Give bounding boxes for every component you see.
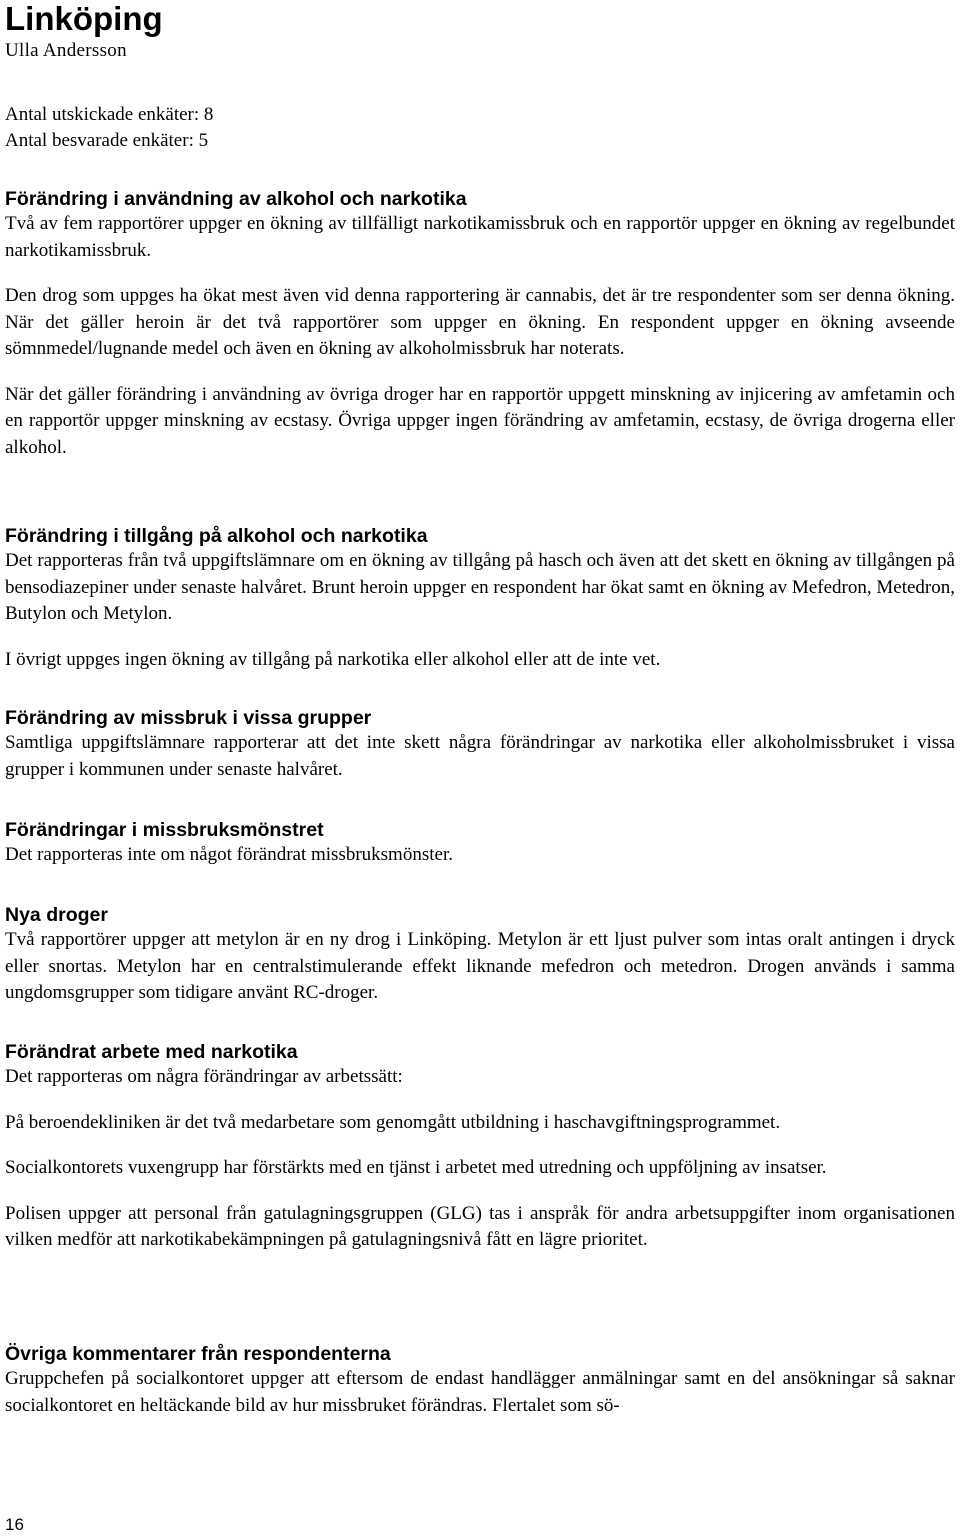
section-other-comments [5, 1342, 955, 1419]
section-heading: Förändrat arbete med narkotika [5, 1041, 298, 1063]
section-abuse-patterns [5, 818, 955, 869]
page-number: 16 [5, 1515, 24, 1534]
paragraph: Gruppchefen på socialkontoret uppger att eftersom de endast handlägger anmälningar samt en del ansökningar så saknar socialkontoret en heltäckande bild av hur missbruket förändras. Flertalet som sö- [5, 1368, 955, 1416]
section-new-drugs [5, 903, 955, 1007]
section-heading: Övriga kommentarer från respondenterna [5, 1343, 391, 1365]
paragraph: Det rapporteras från två uppgiftslämnare om en ökning av tillgång på hasch och även att det skett en ökning av tillgången på bensodiazepiner under senaste halvåret. Brunt heroin uppger en respondent har ökat samt en ökning av Mefedron, Metedron, Butylon och Metylon. [5, 550, 955, 624]
section-usage-change [5, 187, 955, 461]
section-heading: Förändring i användning av alkohol och narkotika [5, 188, 467, 210]
survey-counts [5, 102, 213, 154]
section-heading: Förändring i tillgång på alkohol och narkotika [5, 525, 428, 547]
paragraph: När det gäller förändring i användning av övriga droger har en rapportör uppgett minskning av injicering av amfetamin och en rapportör uppger minskning av ecstasy. Övriga uppger ingen förändring av amfetamin, ecstasy, de övriga drogerna eller alkohol. [5, 383, 955, 458]
section-availability-change [5, 524, 955, 673]
paragraph: Polisen uppger att personal från gatulagningsgruppen (GLG) tas i anspråk för andra arbetsuppgifter inom organisationen vilken medför att narkotikabekämpningen på gatulagningsnivå fått en lägre prioritet. [5, 1202, 955, 1250]
paragraph: Samtliga uppgiftslämnare rapporterar att det inte skett några förändringar av narkotika eller alkoholmissbruket i vissa grupper i kommunen under senaste halvåret. [5, 732, 955, 780]
paragraph: I övrigt uppges ingen ökning av tillgång på narkotika eller alkohol eller att de inte vet. [5, 648, 661, 670]
paragraph: Det rapporteras inte om något förändrat missbruksmönster. [5, 844, 453, 865]
section-group-abuse-change [5, 706, 955, 783]
section-changed-work [5, 1040, 955, 1254]
paragraph: På beroendekliniken är det två medarbetare som genomgått utbildning i haschavgiftningsprogrammet. [5, 1111, 781, 1133]
section-heading: Förändring av missbruk i vissa grupper [5, 707, 372, 729]
paragraph: Två rapportörer uppger att metylon är en ny drog i Linköping. Metylon är ett ljust pulver som intas oralt antingen i dryck eller snortas. Metylon har en centralstimulerande effekt liknande mefedron och metedron. Drogen används i samma ungdomsgrupper som tidigare använt RC-droger. [5, 929, 955, 1003]
paragraph: Två av fem rapportörer uppger en ökning av tillfälligt narkotikamissbruk och en rapportör uppger en ökning av regelbundet narkotikamissbruk. [5, 213, 955, 261]
section-heading: Nya droger [5, 904, 108, 926]
paragraph: Socialkontorets vuxengrupp har förstärkts med en tjänst i arbetet med utredning och uppföljning av insatser. [5, 1157, 827, 1178]
sent-count: Antal utskickade enkäter: 8 [5, 104, 214, 125]
section-heading: Förändringar i missbruksmönstret [5, 819, 324, 841]
paragraph: Det rapporteras om några förändringar av arbetssätt: [5, 1066, 403, 1087]
author-name: Ulla Andersson [5, 40, 127, 61]
answered-count: Antal besvarade enkäter: 5 [5, 130, 209, 151]
paragraph: Den drog som uppges ha ökat mest även vid denna rapportering är cannabis, det är tre respondenter som ser denna ökning. När det gäller heroin är det två rapportörer som uppger en ökning. En respondent uppger en ökning avseende sömnmedel/lugnande medel och även en ökning av alkoholmissbruk har noterats. [5, 285, 955, 359]
page-title: Linköping [5, 0, 163, 37]
